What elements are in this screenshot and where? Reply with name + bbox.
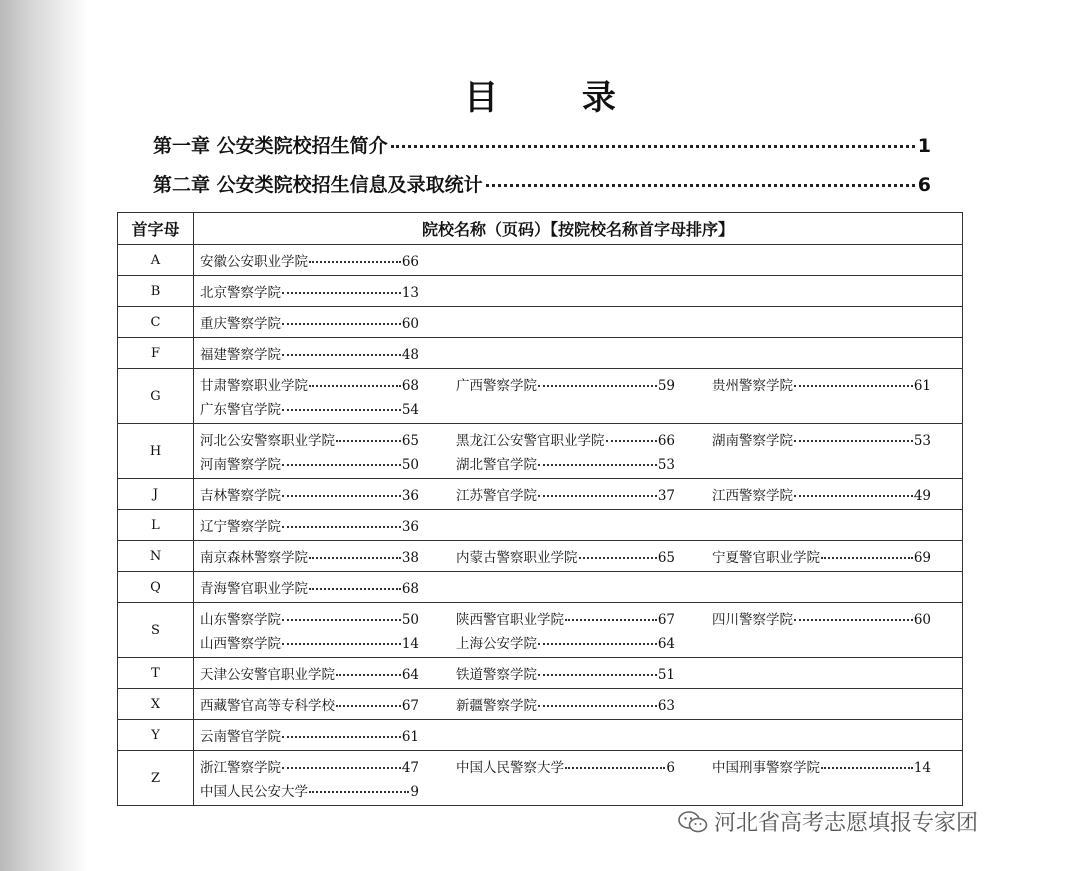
school-entry[interactable] <box>200 663 419 683</box>
school-page-number: 68 <box>401 378 419 394</box>
leader-dots <box>282 292 401 294</box>
table-row <box>118 572 963 603</box>
school-page-number: 68 <box>401 581 419 597</box>
row-letter: Z <box>118 751 194 806</box>
school-page-number: 37 <box>657 488 675 504</box>
toc-page-number: 1 <box>917 135 931 157</box>
entry-line <box>200 248 962 272</box>
school-name: 江苏警官学院 <box>456 488 537 504</box>
leader-dots <box>794 495 913 497</box>
school-name: 陕西警官职业学院 <box>456 612 564 628</box>
school-page-number: 51 <box>657 667 675 683</box>
leader-dots <box>538 705 657 707</box>
leader-dots <box>336 440 401 442</box>
school-page-number: 64 <box>401 667 419 683</box>
school-name: 山东警察学院 <box>200 612 281 628</box>
school-name: 铁道警察学院 <box>456 667 537 683</box>
school-name: 广东警官学院 <box>200 402 281 418</box>
leader-dots <box>282 619 401 621</box>
school-page-number: 69 <box>913 550 931 566</box>
leader-dots <box>282 409 401 411</box>
leader-dots <box>282 354 401 356</box>
school-name: 宁夏警官职业学院 <box>712 550 820 566</box>
school-name: 重庆警察学院 <box>200 316 281 332</box>
leader-dots <box>309 557 401 559</box>
entry-line <box>200 544 962 568</box>
school-page-number: 61 <box>401 729 419 745</box>
table-row <box>118 510 963 541</box>
school-entry[interactable] <box>200 453 419 473</box>
school-name: 山西警察学院 <box>200 636 281 652</box>
school-entry[interactable] <box>200 756 419 776</box>
table-row <box>118 245 963 276</box>
school-page-number: 64 <box>657 636 675 652</box>
school-name: 湖南警察学院 <box>712 433 793 449</box>
school-page-number: 14 <box>913 760 931 776</box>
school-entry[interactable] <box>200 694 419 714</box>
entry-line <box>200 754 962 778</box>
school-entry[interactable] <box>200 546 419 566</box>
school-entry[interactable] <box>200 343 419 363</box>
school-name: 四川警察学院 <box>712 612 793 628</box>
row-letter: T <box>118 658 194 689</box>
table-row <box>118 751 963 806</box>
school-name: 中国刑事警察学院 <box>712 760 820 776</box>
table-row <box>118 689 963 720</box>
row-letter: G <box>118 369 194 424</box>
row-letter: S <box>118 603 194 658</box>
school-entry[interactable] <box>712 429 931 449</box>
row-letter: Y <box>118 720 194 751</box>
school-entry[interactable] <box>456 453 675 473</box>
leader-dots <box>794 619 913 621</box>
leader-dots <box>282 643 401 645</box>
row-schools <box>194 424 963 479</box>
school-entry[interactable] <box>200 577 419 597</box>
leader-dots <box>538 643 657 645</box>
school-name: 江西警察学院 <box>712 488 793 504</box>
school-name: 内蒙古警察职业学院 <box>456 550 578 566</box>
school-entry[interactable] <box>712 756 931 776</box>
school-entry[interactable] <box>456 374 675 394</box>
school-page-number: 53 <box>913 433 931 449</box>
toc-leader-dots <box>486 184 915 187</box>
school-entry[interactable] <box>200 484 419 504</box>
row-schools <box>194 276 963 307</box>
leader-dots <box>282 526 401 528</box>
leader-dots <box>538 495 657 497</box>
toc-page-number: 6 <box>917 174 931 196</box>
school-entry[interactable] <box>200 608 419 628</box>
school-name: 广西警察学院 <box>456 378 537 394</box>
row-letter: H <box>118 424 194 479</box>
school-page-number: 60 <box>401 316 419 332</box>
table-row <box>118 720 963 751</box>
row-letter: L <box>118 510 194 541</box>
school-page-number: 60 <box>913 612 931 628</box>
leader-dots <box>565 619 657 621</box>
entry-line <box>200 279 962 303</box>
school-entry[interactable] <box>200 725 419 745</box>
school-name: 云南警官学院 <box>200 729 281 745</box>
table-row <box>118 307 963 338</box>
school-name: 浙江警察学院 <box>200 760 281 776</box>
school-name: 福建警察学院 <box>200 347 281 363</box>
page-edge-shadow <box>0 0 88 871</box>
table-body <box>118 245 963 806</box>
school-entry[interactable] <box>200 429 419 449</box>
school-name: 天津公安警官职业学院 <box>200 667 335 683</box>
entry-line <box>200 372 962 396</box>
table-row <box>118 369 963 424</box>
watermark <box>678 806 978 837</box>
school-name: 黑龙江公安警官职业学院 <box>456 433 605 449</box>
entry-line <box>200 341 962 365</box>
school-name: 中国人民公安大学 <box>200 784 308 800</box>
row-schools <box>194 572 963 603</box>
toc-chapter-label: 第一章 公安类院校招生简介 <box>153 135 388 157</box>
school-name: 上海公安学院 <box>456 636 537 652</box>
row-schools <box>194 720 963 751</box>
table-row <box>118 603 963 658</box>
school-name: 甘肃警察职业学院 <box>200 378 308 394</box>
entry-line <box>200 661 962 685</box>
row-letter: B <box>118 276 194 307</box>
row-schools <box>194 369 963 424</box>
school-name: 河北公安警察职业学院 <box>200 433 335 449</box>
school-entry[interactable] <box>200 780 419 800</box>
leader-dots <box>282 323 401 325</box>
header-names: 院校名称（页码）【按院校名称首字母排序】 <box>194 213 963 245</box>
school-page-number: 66 <box>401 254 419 270</box>
entry-line <box>200 723 962 747</box>
row-schools <box>194 658 963 689</box>
leader-dots <box>606 440 657 442</box>
row-schools <box>194 338 963 369</box>
entry-line <box>200 630 962 654</box>
school-entry[interactable] <box>200 515 419 535</box>
row-letter: A <box>118 245 194 276</box>
school-page-number: 50 <box>401 457 419 473</box>
school-page-number: 49 <box>913 488 931 504</box>
school-page-number: 59 <box>657 378 675 394</box>
school-page-number: 65 <box>401 433 419 449</box>
row-letter: X <box>118 689 194 720</box>
leader-dots <box>538 464 657 466</box>
table-row <box>118 424 963 479</box>
table-row <box>118 276 963 307</box>
entry-line <box>200 451 962 475</box>
leader-dots <box>538 385 657 387</box>
school-entry[interactable] <box>456 756 675 776</box>
school-page-number: 67 <box>401 698 419 714</box>
school-name: 青海警官职业学院 <box>200 581 308 597</box>
entry-line <box>200 575 962 599</box>
school-entry[interactable] <box>456 632 675 652</box>
leader-dots <box>565 767 665 769</box>
row-schools <box>194 245 963 276</box>
row-letter: J <box>118 479 194 510</box>
watermark-text: 河北省高考志愿填报专家团 <box>714 811 979 836</box>
school-entry[interactable] <box>712 484 931 504</box>
school-page-number: 53 <box>657 457 675 473</box>
row-letter: C <box>118 307 194 338</box>
school-page-number: 47 <box>401 760 419 776</box>
school-name: 河南警察学院 <box>200 457 281 473</box>
school-page-number: 66 <box>657 433 675 449</box>
table-header-row <box>118 213 963 245</box>
school-entry[interactable] <box>456 694 675 714</box>
school-name: 新疆警察学院 <box>456 698 537 714</box>
leader-dots <box>309 588 401 590</box>
school-page-number: 54 <box>401 402 419 418</box>
school-entry[interactable] <box>712 374 931 394</box>
school-entry[interactable] <box>712 608 931 628</box>
entry-line <box>200 396 962 420</box>
leader-dots <box>282 736 401 738</box>
school-page-number: 14 <box>401 636 419 652</box>
school-name: 北京警察学院 <box>200 285 281 301</box>
row-schools <box>194 541 963 572</box>
school-entry[interactable] <box>456 663 675 683</box>
leader-dots <box>309 261 401 263</box>
header-letter: 首字母 <box>118 213 194 245</box>
school-name: 西藏警官高等专科学校 <box>200 698 335 714</box>
school-page-number: 38 <box>401 550 419 566</box>
leader-dots <box>579 557 657 559</box>
school-name: 中国人民警察大学 <box>456 760 564 776</box>
row-schools <box>194 307 963 338</box>
school-page-number: 63 <box>657 698 675 714</box>
school-index-table <box>117 212 963 806</box>
table-row <box>118 658 963 689</box>
school-page-number: 48 <box>401 347 419 363</box>
toc-chapter-2[interactable] <box>153 170 931 197</box>
leader-dots <box>282 767 401 769</box>
page-title: 目 录 <box>464 78 652 118</box>
school-name: 安徽公安职业学院 <box>200 254 308 270</box>
table-row <box>118 338 963 369</box>
entry-line <box>200 310 962 334</box>
leader-dots <box>794 440 913 442</box>
entry-line <box>200 692 962 716</box>
row-schools <box>194 479 963 510</box>
row-letter: Q <box>118 572 194 603</box>
school-name: 贵州警察学院 <box>712 378 793 394</box>
leader-dots <box>538 674 657 676</box>
school-entry[interactable] <box>200 374 419 394</box>
entry-line <box>200 482 962 506</box>
school-page-number: 50 <box>401 612 419 628</box>
row-letter: N <box>118 541 194 572</box>
leader-dots <box>309 791 409 793</box>
school-name: 辽宁警察学院 <box>200 519 281 535</box>
school-name: 南京森林警察学院 <box>200 550 308 566</box>
table-row <box>118 541 963 572</box>
leader-dots <box>336 705 401 707</box>
school-page-number: 6 <box>666 760 675 776</box>
wechat-icon <box>678 810 708 834</box>
school-entry[interactable] <box>456 429 675 449</box>
row-schools <box>194 751 963 806</box>
school-page-number: 61 <box>913 378 931 394</box>
leader-dots <box>282 464 401 466</box>
leader-dots <box>336 674 401 676</box>
row-letter: F <box>118 338 194 369</box>
leader-dots <box>821 557 913 559</box>
school-page-number: 65 <box>657 550 675 566</box>
table-row <box>118 479 963 510</box>
school-name: 湖北警官学院 <box>456 457 537 473</box>
school-page-number: 67 <box>657 612 675 628</box>
entry-line <box>200 427 962 451</box>
school-entry[interactable] <box>200 632 419 652</box>
leader-dots <box>309 385 401 387</box>
toc-chapter-1[interactable] <box>153 131 931 158</box>
school-page-number: 13 <box>401 285 419 301</box>
row-schools <box>194 603 963 658</box>
school-entry[interactable] <box>456 608 675 628</box>
toc-leader-dots <box>391 145 915 148</box>
school-page-number: 36 <box>401 519 419 535</box>
school-entry[interactable] <box>200 398 419 418</box>
toc-chapter-label: 第二章 公安类院校招生信息及录取统计 <box>153 174 483 196</box>
school-page-number: 36 <box>401 488 419 504</box>
row-schools <box>194 510 963 541</box>
entry-line <box>200 513 962 537</box>
school-name: 吉林警察学院 <box>200 488 281 504</box>
school-page-number: 9 <box>410 784 419 800</box>
school-entry[interactable] <box>712 546 931 566</box>
school-entry[interactable] <box>456 484 675 504</box>
entry-line <box>200 606 962 630</box>
school-entry[interactable] <box>456 546 675 566</box>
leader-dots <box>282 495 401 497</box>
entry-line <box>200 778 962 802</box>
school-entry[interactable] <box>200 281 419 301</box>
leader-dots <box>794 385 913 387</box>
school-entry[interactable] <box>200 312 419 332</box>
row-schools <box>194 689 963 720</box>
leader-dots <box>821 767 913 769</box>
school-entry[interactable] <box>200 250 419 270</box>
